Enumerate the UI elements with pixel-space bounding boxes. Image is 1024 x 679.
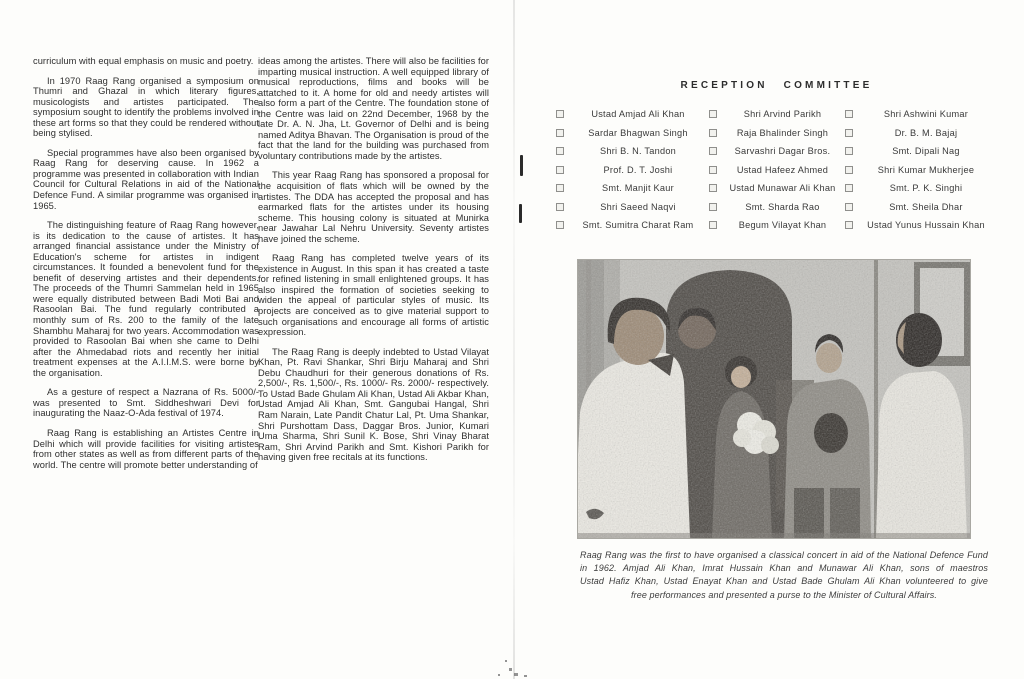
binding-mark <box>520 155 523 176</box>
square-bullet-icon <box>845 129 853 137</box>
square-bullet-icon <box>845 184 853 192</box>
committee-member-name: Prof. D. T. Joshi <box>603 164 673 175</box>
committee-member-name: Shri B. N. Tandon <box>599 146 677 157</box>
caption-line: free performances and presented a purse to the Minister of Cultural Affairs. <box>631 589 937 600</box>
square-bullet-icon <box>845 166 853 174</box>
committee-row <box>556 161 996 180</box>
text-column-1 <box>33 56 259 470</box>
scan-speck <box>514 673 518 676</box>
text-column-2 <box>258 56 489 463</box>
paragraph: As a gesture of respect a Nazrana of Rs. 5000/- was presented to Smt. Siddheshwari Devi for inaugurating the Naaz-O-Ada festival of 1974. <box>33 387 259 419</box>
committee-member-name: Dr. B. M. Bajaj <box>894 127 958 138</box>
committee-row <box>556 179 996 198</box>
committee-row <box>556 216 996 235</box>
committee-member-name: Ustad Munawar Ali Khan <box>729 183 836 194</box>
square-bullet-icon <box>709 184 717 192</box>
committee-member <box>709 124 845 143</box>
committee-member-name: Shri Saeed Naqvi <box>600 201 676 212</box>
caption-line: Ustad Hafiz Khan, Ustad Enayat Khan and Ustad Bade Ghulam Ali Khan volunteered to give <box>580 576 988 587</box>
committee-member-name: Shri Kumar Mukherjee <box>877 164 975 175</box>
paragraph: The distinguishing feature of Raag Rang however, is its dedication to the cause of artistes. It has arranged financial assistance under the Ministry of Education's scheme for artistes in indigent circumstances. It founded a benevolent fund for the benefit of deserving artistes and their dependents. The proceeds of the Thumri Sammelan held in 1965 were equally distributed between Badi Moti Bai and Rasoolan Bai. The fund regularly contributed a monthly sum of Rs. 200 to the family of the late Shambhu Maharaj for two years. Accommodation was provided to Rasoolan Bai when she came to Delhi after the Ahmedabad riots and recently her initial treatment expenses at the A.I.I.M.S. were borne by the organisation. <box>33 220 259 378</box>
square-bullet-icon <box>845 110 853 118</box>
committee-member-name: Begum Vilayat Khan <box>738 220 827 231</box>
committee-member <box>556 216 709 235</box>
committee-member <box>845 216 996 235</box>
square-bullet-icon <box>556 147 564 155</box>
page-fold-line <box>513 0 515 679</box>
square-bullet-icon <box>845 147 853 155</box>
committee-member <box>845 198 996 217</box>
square-bullet-icon <box>556 129 564 137</box>
square-bullet-icon <box>556 221 564 229</box>
committee-member <box>845 142 996 161</box>
caption-line: in 1962. Amjad Ali Khan, Imrat Hussain Khan and Munawar Ali Khan, sons of maestros <box>580 563 988 574</box>
committee-row <box>556 124 996 143</box>
committee-member <box>845 161 996 180</box>
paragraph: Raag Rang is establishing an Artistes Centre in Delhi which will provide facilities for visiting artistes from other states as well as from different parts of the world. The centre will promote better understanding of <box>33 427 259 470</box>
committee-member-name: Smt. Sharda Rao <box>745 201 820 212</box>
committee-member <box>845 105 996 124</box>
committee-member <box>556 105 709 124</box>
paragraph: The Raag Rang is deeply indebted to Ustad Vilayat Khan, Pt. Ravi Shankar, Shri Birju Maharaj and Shri Debu Chaudhuri for their generous donations of Rs. 2,500/-, Rs. 1,500/-, Rs. 1000/- Rs. 2000/- respectively. To Ustad Bade Ghulam Ali Khan, Ustad Ali Akbar Khan, Ustad Amjad Ali Khan, Smt. Gangubai Hangal, Shri Ram Narain, Late Pandit Chatur Lal, Pt. Uma Shankar, Shri Purshottam Dass, Daggar Bros. Junior, Kumari Uma Sharma, Shri Sunil K. Bose, Shri Vinay Bharat Ram, Shri Arvind Parikh and Smt. Kishori Parikh for having given free recitals at its functions. <box>258 346 489 463</box>
committee-member <box>556 142 709 161</box>
paragraph: This year Raag Rang has sponsored a proposal for the acquisition of flats which will be owned by the artistes. The DDA has accepted the proposal and has earmarked flats for the artistes under its housing scheme. This housing colony is situated at Munirka near Jawahar Lal Nehru University. Seventy artistes have joined the scheme. <box>258 170 489 244</box>
scan-speck <box>524 675 527 677</box>
committee-member-name: Shri Ashwini Kumar <box>883 109 969 120</box>
committee-member-name: Smt. Manjit Kaur <box>602 183 674 194</box>
photo-caption <box>580 549 988 602</box>
scan-speck <box>505 660 507 662</box>
square-bullet-icon <box>556 203 564 211</box>
paragraph: Raag Rang has completed twelve years of its existence in August. In this span it has created a taste for refined listening in small enlightened groups. It has also inspired the formation of societies seeking to widen the appeal of particular styles of music. Its projects are conceived as to give material support to such organisations and encourage all forms of artistic expression. <box>258 253 489 338</box>
committee-row <box>556 142 996 161</box>
paragraph: Special programmes have also been organised by Raag Rang for deserving cause. In 1962 a programme was presented in collaboration with Indian Council for Cultural Relations in aid of the National Defence Fund. A similar programme was organised in 1965. <box>33 147 259 211</box>
committee-member-name: Sarvashri Dagar Bros. <box>734 146 831 157</box>
square-bullet-icon <box>556 184 564 192</box>
square-bullet-icon <box>845 203 853 211</box>
committee-member <box>709 105 845 124</box>
committee-member <box>556 124 709 143</box>
committee-member <box>845 124 996 143</box>
committee-member <box>845 179 996 198</box>
committee-member <box>709 179 845 198</box>
committee-member-name: Smt. Dipali Nag <box>892 146 960 157</box>
paragraph: In 1970 Raag Rang organised a symposium on Thumri and Ghazal in which literary figures, musicologists and artistes participated. The symposium sought to identify the problems involved in these art forms so that they could be rendered without being stylised. <box>33 75 259 139</box>
caption-line: Raag Rang was the first to have organised a classical concert in aid of the National Defence Fund <box>580 550 988 560</box>
committee-member <box>709 161 845 180</box>
scan-speck <box>498 674 500 676</box>
committee-member <box>556 198 709 217</box>
scan-speck <box>509 668 512 671</box>
reception-committee-list <box>556 105 996 235</box>
square-bullet-icon <box>709 129 717 137</box>
committee-member <box>709 216 845 235</box>
group-photograph-art <box>578 260 970 538</box>
paragraph: ideas among the artistes. There will also be facilities for imparting musical instruction. A well equipped library of musical reproductions, films and books will be attatched to it. A home for old and needy artistes will also form a part of the Centre. The foundation stone of the Centre was laid on 22nd December, 1968 by the late Dr. A. N. Jha, Lt. Governor of Delhi and is being named Aditya Bhavan. The Organisation is proud of the fact that the land for the building was purchased from voluntary contributions made by the artistes. <box>258 56 489 161</box>
committee-member-name: Raja Bhalinder Singh <box>736 127 829 138</box>
committee-member <box>556 179 709 198</box>
square-bullet-icon <box>709 147 717 155</box>
square-bullet-icon <box>709 221 717 229</box>
committee-row <box>556 105 996 124</box>
square-bullet-icon <box>556 166 564 174</box>
committee-member-name: Shri Arvind Parikh <box>743 109 822 120</box>
square-bullet-icon <box>556 110 564 118</box>
committee-row <box>556 198 996 217</box>
committee-member-name: Ustad Amjad Ali Khan <box>591 109 685 120</box>
grain-overlay <box>578 260 970 538</box>
square-bullet-icon <box>845 221 853 229</box>
committee-member <box>709 142 845 161</box>
binding-mark <box>519 204 522 223</box>
committee-member-name: Ustad Yunus Hussain Khan <box>867 220 985 231</box>
group-photograph <box>578 260 970 538</box>
square-bullet-icon <box>709 110 717 118</box>
committee-member-name: Sardar Bhagwan Singh <box>588 127 688 138</box>
paragraph: curriculum with equal emphasis on music and poetry. <box>33 56 254 66</box>
square-bullet-icon <box>709 166 717 174</box>
reception-committee-heading: RECEPTION COMMITTEE <box>680 80 873 91</box>
committee-member-name: Smt. Sheila Dhar <box>889 201 963 212</box>
committee-member <box>709 198 845 217</box>
committee-member <box>556 161 709 180</box>
committee-member-name: Smt. P. K. Singhi <box>889 183 963 194</box>
square-bullet-icon <box>709 203 717 211</box>
committee-member-name: Smt. Sumitra Charat Ram <box>582 220 694 231</box>
committee-member-name: Ustad Hafeez Ahmed <box>736 164 829 175</box>
